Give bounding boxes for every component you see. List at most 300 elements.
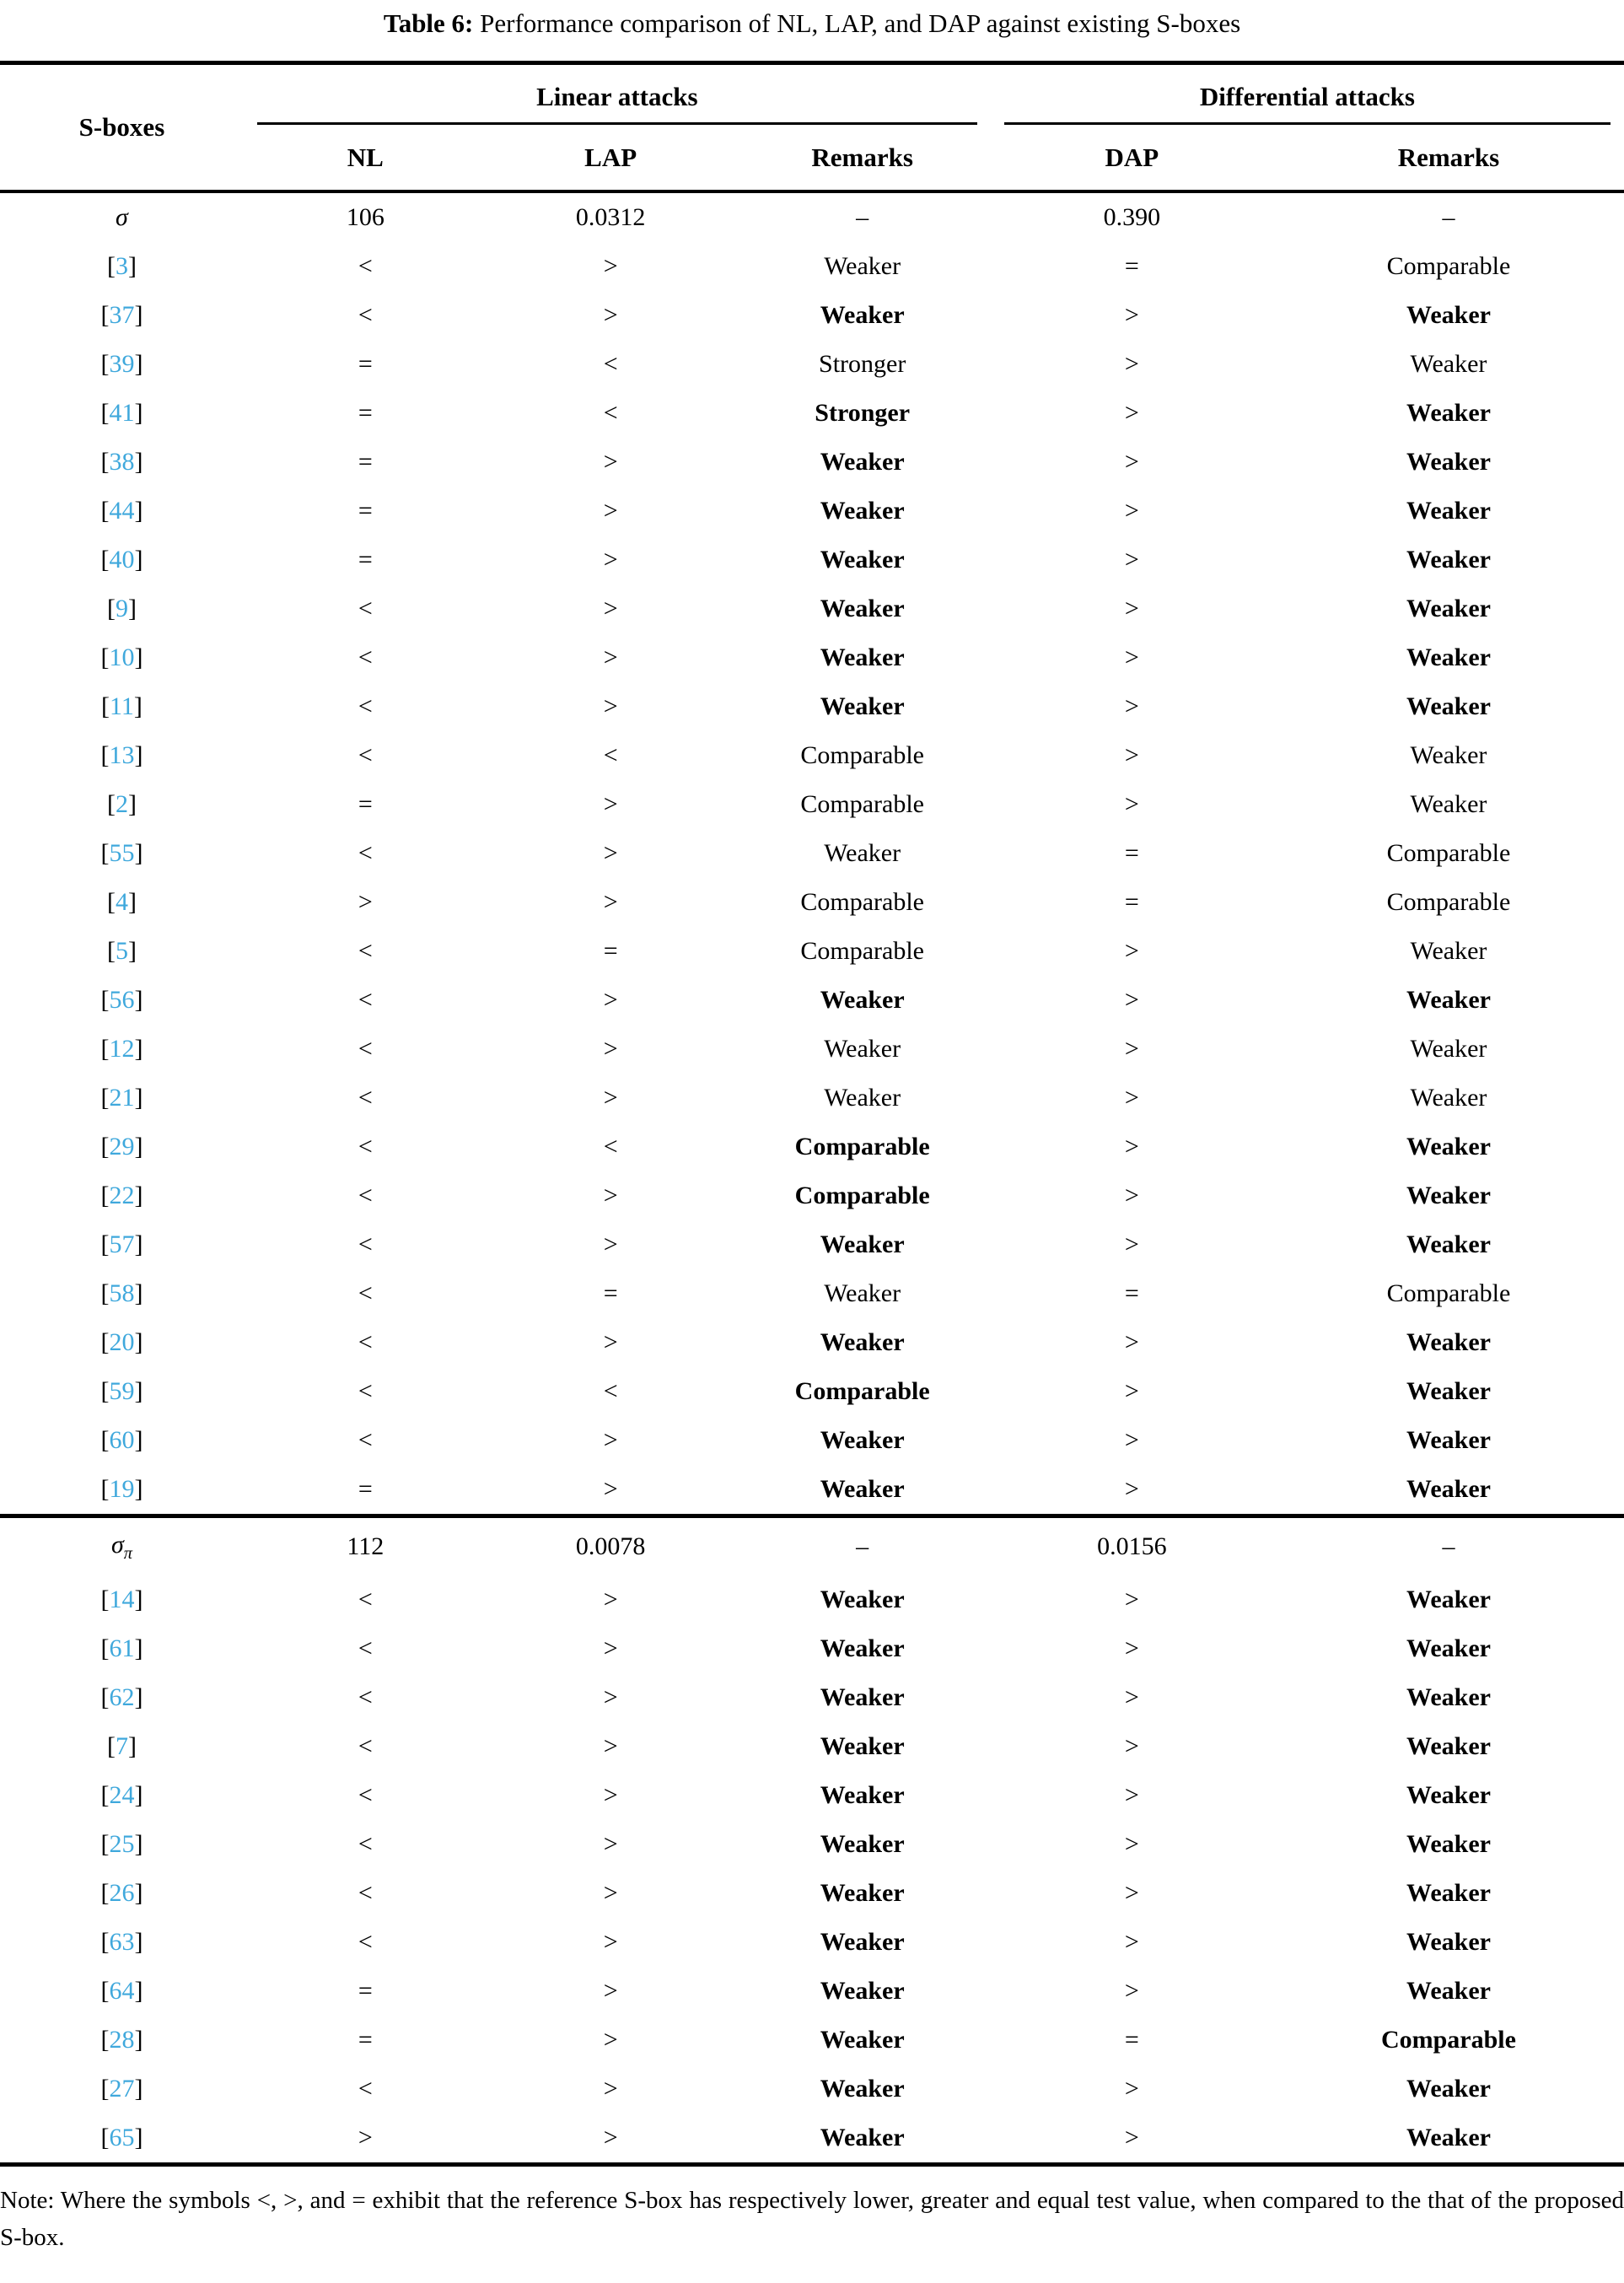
sbox-label-cell [0, 1318, 244, 1367]
lap-cell: > [603, 1035, 618, 1063]
nl-cell: < [358, 1634, 373, 1662]
citation-number: 39 [109, 350, 135, 378]
diff-remarks-cell: Weaker [1410, 350, 1487, 378]
table-row [0, 340, 1624, 389]
lap-cell: 0.0078 [487, 1516, 734, 1576]
table-row [0, 1575, 1624, 1624]
sbox-label-cell [0, 1074, 244, 1123]
lap-cell: < [603, 399, 618, 427]
col-header-diff-remarks: Remarks [1273, 126, 1624, 191]
linear-remarks-cell: Weaker [820, 986, 905, 1014]
table-row [0, 780, 1624, 829]
citation-link[interactable]: [5] [106, 937, 137, 965]
dap-cell: > [1124, 1035, 1139, 1063]
nl-cell: = [358, 546, 373, 573]
linear-remarks-cell: Weaker [820, 1683, 905, 1711]
table-row [0, 1869, 1624, 1918]
citation-link[interactable]: [38] [100, 448, 143, 476]
citation-number: 3 [115, 252, 128, 280]
dap-cell: > [1124, 1182, 1139, 1209]
table-row [0, 291, 1624, 340]
sbox-label-cell [0, 584, 244, 633]
table-row [0, 927, 1624, 976]
citation-number: 40 [109, 546, 135, 573]
sbox-label-cell [0, 1025, 244, 1074]
dap-cell: > [1124, 741, 1139, 769]
lap-cell: > [603, 1475, 618, 1503]
table-row [0, 242, 1624, 291]
table-row [0, 1465, 1624, 1516]
citation-number: 59 [109, 1377, 135, 1405]
linear-remarks-cell: Weaker [820, 1928, 905, 1956]
diff-remarks-cell: Weaker [1406, 595, 1491, 622]
lap-cell: 0.0312 [575, 203, 646, 231]
citation-link[interactable]: [57] [100, 1230, 143, 1258]
lap-cell: > [603, 692, 618, 720]
citation-number: 28 [109, 2026, 135, 2054]
citation-number: 55 [109, 839, 135, 867]
dap-cell: > [1124, 1732, 1139, 1760]
dap-cell: = [1124, 839, 1139, 867]
sbox-label-cell [0, 2065, 244, 2113]
citation-link[interactable]: [10] [100, 643, 143, 671]
citation-link[interactable]: [60] [100, 1426, 143, 1454]
linear-remarks-cell: Weaker [824, 1279, 901, 1307]
citation-number: 62 [109, 1683, 135, 1711]
diff-remarks-cell: Weaker [1410, 790, 1487, 818]
nl-cell: < [358, 1182, 373, 1209]
lap-cell: < [603, 1377, 618, 1405]
lap-cell: > [603, 986, 618, 1014]
sbox-label-cell [0, 438, 244, 487]
citation-link[interactable]: [65] [100, 2124, 143, 2151]
sbox-label-cell [0, 1673, 244, 1722]
lap-cell: > [603, 2026, 618, 2054]
diff-remarks-cell: Weaker [1406, 986, 1491, 1014]
table-row [0, 191, 1624, 242]
sbox-label-cell [0, 780, 244, 829]
citation-number: 13 [109, 741, 135, 769]
citation-link[interactable]: [7] [106, 1732, 137, 1760]
nl-cell: < [358, 643, 373, 671]
diff-remarks-cell: Weaker [1406, 399, 1491, 427]
table-row [0, 389, 1624, 438]
diff-remarks-cell: Weaker [1406, 1328, 1491, 1356]
nl-cell: 106 [346, 203, 384, 231]
citation-number: 21 [109, 1084, 135, 1112]
citation-link[interactable]: [4] [106, 888, 137, 916]
linear-remarks-cell: Weaker [824, 1084, 901, 1112]
linear-remarks-cell: Weaker [820, 1328, 905, 1356]
nl-cell: = [358, 2026, 373, 2054]
linear-remarks-cell: Weaker [820, 1230, 905, 1258]
citation-number: 10 [109, 643, 135, 671]
lap-cell: > [603, 2124, 618, 2151]
nl-cell: = [358, 1977, 373, 2005]
diff-remarks-cell: Comparable [1386, 839, 1511, 867]
nl-cell: < [358, 301, 373, 329]
table-row [0, 1771, 1624, 1820]
group-header-differential-attacks [991, 63, 1624, 127]
nl-cell: < [358, 1928, 373, 1956]
sbox-label-cell [0, 1416, 244, 1465]
dap-cell: = [1124, 888, 1139, 916]
linear-remarks-cell: Weaker [820, 497, 905, 525]
lap-cell: > [603, 497, 618, 525]
dap-cell: > [1124, 1928, 1139, 1956]
dap-cell: > [1124, 1977, 1139, 2005]
sbox-label-cell [0, 1269, 244, 1318]
dap-cell: > [1124, 1879, 1139, 1907]
citation-link[interactable]: [22] [100, 1182, 143, 1209]
sub-header-row [0, 126, 1624, 191]
citation-link[interactable]: [37] [100, 301, 143, 329]
citation-number: 60 [109, 1426, 135, 1454]
linear-remarks-cell: Weaker [820, 1879, 905, 1907]
citation-link[interactable]: [59] [100, 1377, 143, 1405]
lap-cell: > [603, 1879, 618, 1907]
sbox-label-cell [0, 389, 244, 438]
linear-remarks-cell: Weaker [820, 595, 905, 622]
citation-link[interactable]: [63] [100, 1928, 143, 1956]
diff-remarks-cell: Weaker [1406, 1732, 1491, 1760]
citation-link[interactable]: [44] [100, 497, 143, 525]
table-row [0, 1820, 1624, 1869]
citation-link[interactable]: [20] [100, 1328, 143, 1356]
sbox-label-cell [0, 976, 244, 1025]
nl-cell: > [358, 888, 373, 916]
lap-cell: > [603, 888, 618, 916]
citation-number: 29 [109, 1133, 135, 1160]
diff-remarks-cell: Weaker [1406, 448, 1491, 476]
nl-cell: < [358, 741, 373, 769]
nl-cell: < [358, 1279, 373, 1307]
citation-number: 63 [109, 1928, 135, 1956]
nl-cell: < [358, 1879, 373, 1907]
linear-remarks-cell: Weaker [820, 301, 905, 329]
lap-cell: < [603, 1133, 618, 1160]
diff-remarks-cell: Weaker [1406, 1230, 1491, 1258]
linear-remarks-cell: Comparable [794, 1133, 930, 1160]
citation-number: 56 [109, 986, 135, 1014]
group-header-linear-attacks-label: Linear attacks [257, 67, 977, 125]
dap-cell: > [1124, 546, 1139, 573]
dap-cell: > [1124, 1830, 1139, 1858]
dap-cell: > [1124, 986, 1139, 1014]
nl-cell: < [358, 986, 373, 1014]
citation-link[interactable]: [25] [100, 1830, 143, 1858]
sbox-label-cell [0, 1220, 244, 1269]
citation-link[interactable]: [55] [100, 839, 143, 867]
citation-link[interactable]: [40] [100, 546, 143, 573]
citation-link[interactable]: [58] [100, 1279, 143, 1307]
lap-cell: > [603, 1634, 618, 1662]
diff-remarks-cell: Weaker [1406, 692, 1491, 720]
table-row [0, 1673, 1624, 1722]
sbox-label-cell [0, 927, 244, 976]
nl-cell: < [358, 1035, 373, 1063]
nl-cell: = [358, 350, 373, 378]
dap-cell: > [1124, 301, 1139, 329]
linear-remarks-cell: – [734, 1516, 991, 1576]
sbox-label-cell [0, 1123, 244, 1171]
linear-remarks-cell: Weaker [824, 252, 901, 280]
sbox-label-cell [0, 1516, 244, 1576]
lap-cell: > [603, 1928, 618, 1956]
table-row [0, 2065, 1624, 2113]
citation-number: 41 [109, 399, 135, 427]
citation-number: 26 [109, 1879, 135, 1907]
group-header-row [0, 63, 1624, 127]
diff-remarks-cell: Weaker [1406, 1683, 1491, 1711]
nl-cell: < [358, 2075, 373, 2103]
dap-cell: > [1124, 399, 1139, 427]
lap-cell: > [603, 839, 618, 867]
diff-remarks-cell: Weaker [1406, 2124, 1491, 2151]
citation-number: 65 [109, 2124, 135, 2151]
sbox-label-cell [0, 340, 244, 389]
diff-remarks-cell: Weaker [1406, 1928, 1491, 1956]
dap-cell: > [1124, 643, 1139, 671]
citation-link[interactable]: [61] [100, 1634, 143, 1662]
table-row [0, 1367, 1624, 1416]
table-row [0, 1074, 1624, 1123]
lap-cell: > [603, 546, 618, 573]
lap-cell: > [603, 1328, 618, 1356]
sigma-symbol: σ [116, 203, 128, 231]
dap-cell: > [1124, 1133, 1139, 1160]
citation-link[interactable]: [56] [100, 986, 143, 1014]
citation-link[interactable]: [2] [106, 790, 137, 818]
citation-link[interactable]: [64] [100, 1977, 143, 2005]
paper-table-page [0, 8, 1624, 2256]
sbox-label-cell [0, 487, 244, 536]
sbox-label-cell [0, 1575, 244, 1624]
sbox-label-cell [0, 682, 244, 731]
linear-remarks-cell: Weaker [820, 2026, 905, 2054]
citation-number: 7 [115, 1732, 128, 1760]
citation-link[interactable]: [27] [100, 2075, 143, 2103]
citation-link[interactable]: [21] [100, 1084, 143, 1112]
lap-cell: > [603, 643, 618, 671]
dap-cell: > [1124, 1781, 1139, 1809]
dap-cell: > [1124, 1377, 1139, 1405]
citation-link[interactable]: [39] [100, 350, 143, 378]
nl-cell: < [358, 1830, 373, 1858]
nl-cell: = [358, 448, 373, 476]
diff-remarks-cell: Weaker [1406, 2075, 1491, 2103]
linear-remarks-cell: Weaker [824, 1035, 901, 1063]
diff-remarks-cell: Weaker [1410, 741, 1487, 769]
lap-cell: > [603, 252, 618, 280]
citation-link[interactable]: [14] [100, 1586, 143, 1613]
diff-remarks-cell: Weaker [1410, 937, 1487, 965]
table-row [0, 878, 1624, 927]
citation-link[interactable]: [62] [100, 1683, 143, 1711]
diff-remarks-cell: Weaker [1406, 1977, 1491, 2005]
linear-remarks-cell: Weaker [820, 1586, 905, 1613]
nl-cell: = [358, 399, 373, 427]
performance-comparison-table [0, 61, 1624, 2167]
dap-cell: > [1124, 497, 1139, 525]
lap-cell: < [603, 741, 618, 769]
sbox-label-cell [0, 1367, 244, 1416]
citation-number: 20 [109, 1328, 135, 1356]
sigma-symbol: $\sigma_\pi$ [110, 1530, 132, 1563]
nl-cell: < [358, 1230, 373, 1258]
table-row [0, 1516, 1624, 1576]
nl-cell: < [358, 1426, 373, 1454]
col-header-nl: NL [244, 126, 487, 191]
lap-cell: > [603, 1182, 618, 1209]
sbox-label-cell [0, 1465, 244, 1516]
nl-cell: = [358, 1475, 373, 1503]
citation-link[interactable]: [13] [100, 741, 143, 769]
table-caption-label: Table 6: [383, 8, 474, 38]
linear-remarks-cell: Stronger [815, 399, 911, 427]
nl-cell: < [358, 937, 373, 965]
linear-remarks-cell: Weaker [824, 839, 901, 867]
citation-link[interactable]: [41] [100, 399, 143, 427]
linear-remarks-cell: Weaker [820, 692, 905, 720]
diff-remarks-cell: Weaker [1406, 1133, 1491, 1160]
linear-remarks-cell: Weaker [820, 448, 905, 476]
citation-number: 22 [109, 1182, 135, 1209]
dap-cell: = [1124, 1279, 1139, 1307]
table-row [0, 1722, 1624, 1771]
diff-remarks-cell: Weaker [1406, 301, 1491, 329]
lap-cell: = [603, 1279, 618, 1307]
lap-cell: > [603, 1586, 618, 1613]
citation-number: 37 [109, 301, 135, 329]
linear-remarks-cell: Stronger [819, 350, 906, 378]
col-header-lap: LAP [487, 126, 734, 191]
dap-cell: > [1124, 1586, 1139, 1613]
linear-remarks-cell: Comparable [794, 1182, 930, 1209]
lap-cell: = [603, 937, 618, 965]
lap-cell: > [603, 448, 618, 476]
linear-remarks-cell: Comparable [800, 741, 924, 769]
diff-remarks-cell: Weaker [1410, 1084, 1487, 1112]
citation-link[interactable]: [26] [100, 1879, 143, 1907]
citation-number: 14 [109, 1586, 135, 1613]
nl-cell: < [358, 595, 373, 622]
group-header-linear-attacks [244, 63, 991, 127]
table-row [0, 1269, 1624, 1318]
citation-link[interactable]: [11] [101, 692, 143, 720]
table-section-1 [0, 191, 1624, 1516]
sbox-label-cell [0, 291, 244, 340]
dap-cell: > [1124, 1230, 1139, 1258]
table-row [0, 1123, 1624, 1171]
dap-cell: > [1124, 692, 1139, 720]
col-header-linear-remarks: Remarks [734, 126, 991, 191]
sbox-label-cell [0, 1918, 244, 1967]
sbox-label-cell [0, 2113, 244, 2165]
diff-remarks-cell: Weaker [1406, 546, 1491, 573]
citation-number: 24 [109, 1781, 135, 1809]
sbox-label-cell [0, 731, 244, 780]
table-header [0, 63, 1624, 192]
dap-cell: > [1124, 2075, 1139, 2103]
citation-link[interactable]: [29] [100, 1133, 143, 1160]
citation-link[interactable]: [24] [100, 1781, 143, 1809]
diff-remarks-cell: Weaker [1406, 1475, 1491, 1503]
dap-cell: 0.0156 [991, 1516, 1273, 1576]
diff-remarks-cell: Comparable [1386, 1279, 1511, 1307]
citation-number: 9 [115, 595, 128, 622]
table-row [0, 1918, 1624, 1967]
lap-cell: > [603, 301, 618, 329]
table-row [0, 1967, 1624, 2016]
table-row [0, 487, 1624, 536]
table-row [0, 731, 1624, 780]
diff-remarks-cell: Weaker [1406, 643, 1491, 671]
group-header-differential-attacks-label: Differential attacks [1004, 67, 1611, 125]
sbox-label-cell [0, 536, 244, 584]
table-row [0, 1416, 1624, 1465]
linear-remarks-cell: Comparable [800, 888, 924, 916]
diff-remarks-cell: – [1273, 1516, 1624, 1576]
nl-cell: < [358, 252, 373, 280]
citation-link[interactable]: [28] [100, 2026, 143, 2054]
nl-cell: < [358, 1781, 373, 1809]
table-row [0, 976, 1624, 1025]
diff-remarks-cell: Weaker [1410, 1035, 1487, 1063]
nl-cell: < [358, 1084, 373, 1112]
table-row [0, 536, 1624, 584]
lap-cell: > [603, 1830, 618, 1858]
diff-remarks-cell: Weaker [1406, 1879, 1491, 1907]
citation-number: 64 [109, 1977, 135, 2005]
citation-number: 11 [110, 692, 134, 720]
dap-cell: > [1124, 595, 1139, 622]
linear-remarks-cell: Weaker [820, 546, 905, 573]
lap-cell: > [603, 1683, 618, 1711]
sbox-label-cell [0, 2016, 244, 2065]
linear-remarks-cell: Weaker [820, 1475, 905, 1503]
table-row [0, 438, 1624, 487]
citation-number: 25 [109, 1830, 135, 1858]
citation-link[interactable]: [12] [100, 1035, 143, 1063]
dap-cell: 0.390 [1103, 203, 1161, 231]
diff-remarks-cell: Weaker [1406, 1182, 1491, 1209]
citation-link[interactable]: [3] [106, 252, 137, 280]
table-row [0, 1318, 1624, 1367]
citation-link[interactable]: [19] [100, 1475, 143, 1503]
linear-remarks-cell: Comparable [800, 790, 924, 818]
table-row [0, 1220, 1624, 1269]
lap-cell: > [603, 1230, 618, 1258]
sbox-label-cell [0, 1869, 244, 1918]
sbox-label-cell [0, 1820, 244, 1869]
table-row [0, 1624, 1624, 1673]
table-footnote: Note: Where the symbols <, >, and = exhibit that the reference S-box has respectively lower, greater and equal test value, when compared to the that of the proposed S-box. [0, 2187, 1624, 2251]
sbox-label-cell [0, 1967, 244, 2016]
linear-remarks-cell: Weaker [820, 2124, 905, 2151]
diff-remarks-cell: – [1442, 203, 1455, 231]
citation-number: 57 [109, 1230, 135, 1258]
sbox-label-cell [0, 633, 244, 682]
nl-cell: < [358, 1586, 373, 1613]
linear-remarks-cell: Weaker [820, 1830, 905, 1858]
citation-number: 61 [109, 1634, 135, 1662]
sbox-label-cell [0, 242, 244, 291]
citation-link[interactable]: [9] [106, 595, 137, 622]
linear-remarks-cell: Comparable [794, 1377, 930, 1405]
dap-cell: > [1124, 1426, 1139, 1454]
lap-cell: > [603, 2075, 618, 2103]
